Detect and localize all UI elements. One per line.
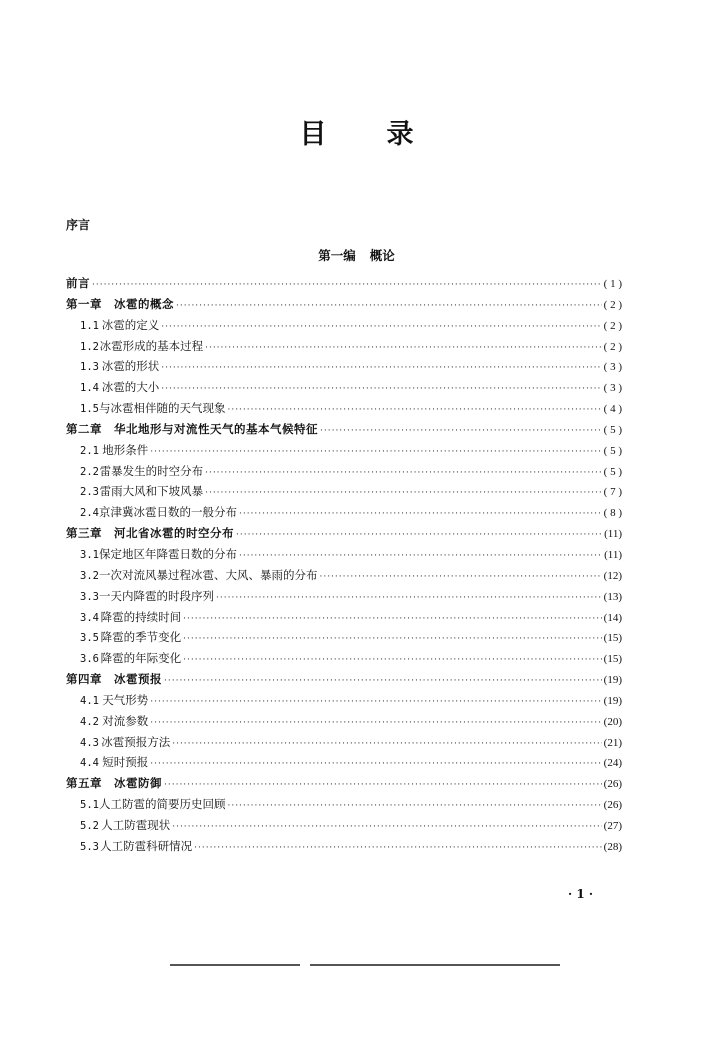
dot-leader bbox=[319, 572, 601, 582]
dot-leader bbox=[320, 426, 602, 436]
preface-heading: 序言 bbox=[66, 218, 91, 232]
toc-entry-title: 人工防雹的简要历史回顾 bbox=[98, 797, 226, 812]
toc-entry-title: 冰雹的形状 bbox=[101, 359, 160, 374]
dot-leader bbox=[194, 843, 602, 853]
toc-section-row bbox=[66, 692, 622, 713]
dot-leader bbox=[205, 488, 602, 498]
scan-artifact-line bbox=[170, 964, 300, 966]
dot-leader bbox=[183, 614, 602, 624]
toc-section-number: 2.1 bbox=[80, 444, 99, 457]
dot-leader bbox=[205, 468, 602, 478]
toc-section-number: 1.4 bbox=[80, 382, 99, 395]
toc-page-number: (15) bbox=[603, 632, 622, 645]
dot-leader bbox=[150, 447, 601, 457]
toc-section-number: 2.2 bbox=[80, 465, 99, 478]
toc-section-row bbox=[66, 358, 622, 379]
scan-artifact-line bbox=[310, 964, 560, 966]
toc-section-number: 3.5 bbox=[80, 632, 99, 645]
toc-entry-title: 一次对流风暴过程冰雹、大风、暴雨的分布 bbox=[98, 567, 318, 582]
dot-leader bbox=[161, 322, 601, 332]
toc-section-number: 5.2 bbox=[80, 819, 99, 832]
toc-entry-title: 对流参数 bbox=[102, 713, 149, 728]
toc-section-row bbox=[66, 504, 622, 525]
dot-leader bbox=[164, 676, 602, 686]
toc-page-number: ( 3 ) bbox=[603, 361, 622, 374]
toc-section-number: 4.1 bbox=[80, 694, 99, 707]
dot-leader bbox=[164, 780, 602, 790]
toc-section-row bbox=[66, 796, 622, 817]
toc-chapter-row bbox=[66, 525, 622, 546]
dot-leader bbox=[236, 530, 602, 540]
dot-leader bbox=[227, 405, 601, 415]
dot-leader bbox=[150, 718, 601, 728]
toc-entry-title: 地形条件 bbox=[102, 442, 149, 457]
toc-entry-title: 第三章 河北省冰雹的时空分布 bbox=[66, 526, 234, 541]
toc-section-row bbox=[66, 317, 622, 338]
title-char-2: 录 bbox=[386, 119, 414, 150]
toc-page-number: (11) bbox=[604, 528, 622, 541]
toc-page-number: (26) bbox=[603, 778, 622, 791]
toc-section-number: 3.1 bbox=[80, 548, 99, 561]
toc-section-number: 1.5 bbox=[80, 403, 99, 416]
dot-leader bbox=[172, 739, 601, 749]
toc-entry-title: 降雹的持续时间 bbox=[100, 609, 182, 624]
toc-chapter-row bbox=[66, 421, 622, 442]
toc-entry-title: 与冰雹相伴随的天气现象 bbox=[98, 401, 226, 416]
toc-page-number: (24) bbox=[603, 757, 622, 770]
toc-entry-title: 第五章 冰雹防御 bbox=[66, 776, 162, 791]
dot-leader bbox=[216, 593, 602, 603]
toc-page-number: ( 4 ) bbox=[603, 403, 622, 416]
toc-chapter-row bbox=[66, 775, 622, 796]
toc-section-row bbox=[66, 629, 622, 650]
toc-page-number: ( 3 ) bbox=[603, 382, 622, 395]
table-of-contents bbox=[66, 275, 622, 859]
toc-page-number: (28) bbox=[603, 840, 622, 853]
dot-leader bbox=[239, 509, 602, 519]
toc-page-number: ( 5 ) bbox=[603, 423, 622, 436]
toc-section-number: 1.3 bbox=[80, 361, 99, 374]
toc-section-row bbox=[66, 734, 622, 755]
toc-entry-title: 短时预报 bbox=[102, 755, 149, 770]
toc-chapter-row bbox=[66, 671, 622, 692]
toc-page-number: ( 1 ) bbox=[603, 278, 622, 290]
title-char-1: 目 bbox=[299, 119, 327, 150]
toc-section-number: 5.1 bbox=[80, 799, 99, 812]
toc-section-number: 3.3 bbox=[80, 590, 99, 603]
toc-page-number: ( 5 ) bbox=[603, 465, 622, 478]
dot-leader bbox=[183, 655, 602, 665]
toc-page-number: (19) bbox=[603, 694, 622, 707]
toc-entry-title: 第四章 冰雹预报 bbox=[66, 672, 162, 687]
toc-section-number: 2.3 bbox=[80, 486, 99, 499]
dot-leader bbox=[172, 822, 601, 832]
toc-section-number: 2.4 bbox=[80, 507, 99, 520]
toc-chapter-row bbox=[66, 275, 622, 296]
toc-entry-title: 降雹的季节变化 bbox=[100, 630, 182, 645]
page-number: · 1 · bbox=[568, 887, 594, 901]
toc-section-number: 4.3 bbox=[80, 736, 99, 749]
toc-page-number: (12) bbox=[603, 569, 622, 582]
toc-section-row bbox=[66, 379, 622, 400]
dot-leader bbox=[150, 759, 601, 769]
toc-page-number: ( 2 ) bbox=[603, 340, 622, 353]
part-label: 第一编 bbox=[318, 248, 356, 263]
toc-page-number: ( 2 ) bbox=[603, 319, 622, 332]
toc-entry-title: 雷暴发生的时空分布 bbox=[99, 463, 204, 478]
toc-section-number: 4.4 bbox=[80, 757, 99, 770]
dot-leader bbox=[161, 363, 601, 373]
toc-chapter-row bbox=[66, 296, 622, 317]
toc-section-number: 1.1 bbox=[80, 319, 99, 332]
toc-page-number: (27) bbox=[603, 819, 622, 832]
toc-section-number: 5.3 bbox=[80, 840, 99, 853]
part-title bbox=[0, 246, 713, 264]
toc-page-number: ( 7 ) bbox=[603, 486, 622, 499]
dot-leader bbox=[227, 801, 601, 811]
toc-entry-title: 雷雨大风和下坡风暴 bbox=[99, 484, 204, 499]
toc-entry-title: 冰雹的定义 bbox=[101, 317, 160, 332]
toc-section-row bbox=[66, 400, 622, 421]
toc-entry-title: 保定地区年降雹日数的分布 bbox=[98, 546, 237, 561]
toc-section-row bbox=[66, 838, 622, 859]
page-title bbox=[0, 112, 713, 151]
toc-section-number: 3.4 bbox=[80, 611, 99, 624]
dot-leader bbox=[161, 384, 601, 394]
toc-section-row bbox=[66, 650, 622, 671]
toc-page-number: ( 8 ) bbox=[603, 507, 622, 520]
toc-page-number: (20) bbox=[603, 715, 622, 728]
toc-entry-title: 第一章 冰雹的概念 bbox=[66, 296, 174, 311]
toc-entry-title: 降雹的年际变化 bbox=[100, 651, 182, 666]
toc-section-number: 1.2 bbox=[80, 340, 99, 353]
toc-section-row bbox=[66, 713, 622, 734]
toc-section-row bbox=[66, 546, 622, 567]
toc-entry-title: 人工防雹现状 bbox=[101, 817, 171, 832]
toc-entry-title: 前言 bbox=[66, 276, 90, 290]
toc-page-number: (13) bbox=[603, 590, 622, 603]
toc-entry-title: 人工防雹科研情况 bbox=[100, 838, 193, 853]
part-name: 概论 bbox=[369, 248, 395, 263]
toc-section-row bbox=[66, 463, 622, 484]
toc-section-row bbox=[66, 817, 622, 838]
toc-page-number: ( 2 ) bbox=[603, 298, 622, 311]
toc-entry-title: 第二章 华北地形与对流性天气的基本气候特征 bbox=[66, 421, 318, 436]
toc-page-number: ( 5 ) bbox=[603, 444, 622, 457]
toc-page-number: (14) bbox=[603, 611, 622, 624]
toc-page-number: (26) bbox=[603, 799, 622, 812]
dot-leader bbox=[239, 551, 602, 561]
dot-leader bbox=[176, 301, 602, 311]
toc-section-row bbox=[66, 588, 622, 609]
toc-section-row bbox=[66, 609, 622, 630]
dot-leader bbox=[150, 697, 601, 707]
toc-entry-title: 京津冀冰雹日数的一般分布 bbox=[98, 505, 237, 520]
toc-entry-title: 冰雹形成的基本过程 bbox=[99, 338, 204, 353]
toc-section-row bbox=[66, 567, 622, 588]
toc-page-number: (21) bbox=[603, 736, 622, 749]
toc-entry-title: 冰雹预报方法 bbox=[101, 734, 171, 749]
toc-page-number: (11) bbox=[604, 548, 622, 561]
toc-section-number: 4.2 bbox=[80, 715, 99, 728]
toc-section-row bbox=[66, 338, 622, 359]
toc-entry-title: 冰雹的大小 bbox=[101, 380, 160, 395]
dot-leader bbox=[183, 634, 602, 644]
dot-leader bbox=[205, 343, 602, 353]
toc-entry-title: 一天内降雹的时段序列 bbox=[99, 588, 215, 603]
dot-leader bbox=[92, 280, 602, 290]
toc-section-row bbox=[66, 483, 622, 504]
toc-section-row bbox=[66, 754, 622, 775]
toc-entry-title: 天气形势 bbox=[102, 692, 149, 707]
toc-section-row bbox=[66, 442, 622, 463]
toc-section-number: 3.6 bbox=[80, 653, 99, 666]
toc-page-number: (19) bbox=[603, 674, 622, 687]
toc-section-number: 3.2 bbox=[80, 569, 99, 582]
toc-page-number: (15) bbox=[603, 653, 622, 666]
